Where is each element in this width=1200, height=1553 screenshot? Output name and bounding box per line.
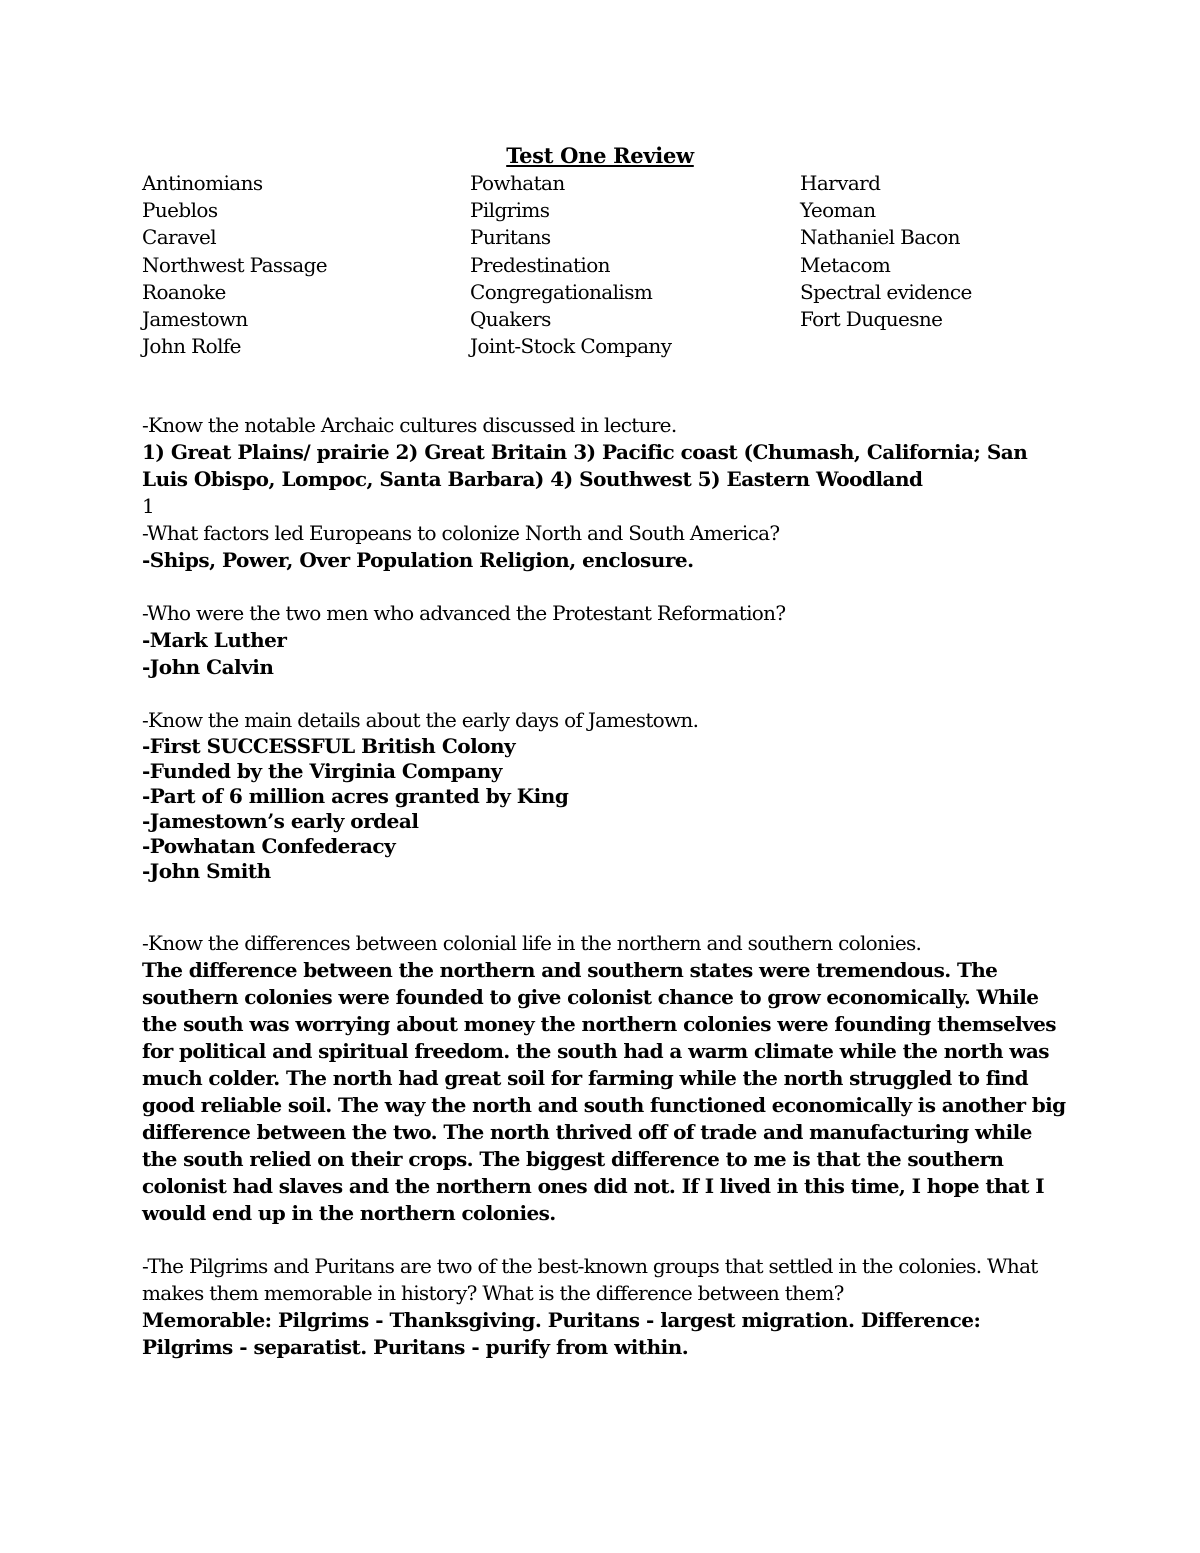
answer-colonial-life: The difference between the northern and southern states were tremendous. The southern colonies were founded to give colonist chance to grow economically. While the south was worrying about money the northern colonies were founding themselves for political and spiritual freedom. the south had a warm climate while the north was much colder. The north had great soil for farming while the north struggled to find good reliable soil. The way the north and south functioned economically is another big difference between the two. The north thrived off of trade and manufacturing while the south relied on their crops. The biggest difference to me is that the southern colonist had slaves and the northern ones did not. If I lived in this time, I hope that I would end up in the northern colonies. [142, 958, 1066, 1225]
term: Congregationalism [470, 279, 653, 304]
question-pilgrims-puritans: -The Pilgrims and Puritans are two of the best-known groups that settled in the colonies. What makes them memorable in history? What is the difference between them? [142, 1254, 1038, 1305]
answer-jamestown-item: -First SUCCESSFUL British Colony [142, 734, 516, 758]
term: Antinomians [142, 171, 263, 195]
answer-jamestown-item: -Jamestown’s early ordeal [142, 809, 419, 833]
terms-column-2 [470, 170, 671, 360]
page-title: Test One Review [506, 143, 694, 168]
term: Quakers [470, 307, 551, 332]
term: Powhatan [470, 171, 565, 195]
terms-column-1 [142, 170, 327, 360]
answer-jamestown-item: -Part of 6 million acres granted by King [142, 784, 569, 808]
term: Nathaniel Bacon [800, 225, 960, 250]
answer-reformation-item: -Mark Luther [142, 628, 287, 652]
term: Joint-Stock Company [470, 334, 672, 359]
term: Spectral evidence [800, 279, 972, 304]
question-reformation: -Who were the two men who advanced the Protestant Reformation? [142, 601, 786, 625]
answer-jamestown-item: -Funded by the Virginia Company [142, 759, 502, 783]
question-colonial-life: -Know the differences between colonial life in the northern and southern colonies. [142, 931, 922, 955]
question-archaic-cultures: -Know the notable Archaic cultures discussed in lecture. [142, 413, 677, 437]
answer-colonization-factors: -Ships, Power, Over Population Religion, enclosure. [142, 548, 694, 572]
term: Fort Duquesne [800, 307, 943, 332]
terms-column-3 [800, 170, 972, 333]
answer-jamestown-item: -John Smith [142, 859, 271, 883]
term: Northwest Passage [142, 252, 328, 277]
term: Harvard [800, 171, 881, 195]
term: Jamestown [142, 307, 248, 332]
term: John Rolfe [142, 334, 241, 359]
answer-archaic-cultures: 1) Great Plains/ prairie 2) Great Britain 3) Pacific coast (Chumash, California; San Luis Obispo, Lompoc, Santa Barbara) 4) Southwest 5) Eastern Woodland [142, 440, 1028, 491]
stray-number: 1 [142, 494, 155, 518]
answer-jamestown-item: -Powhatan Confederacy [142, 834, 396, 858]
question-jamestown: -Know the main details about the early days of Jamestown. [142, 708, 699, 732]
term: Metacom [800, 252, 891, 277]
review-questions [142, 412, 1067, 1361]
term: Pilgrims [470, 198, 550, 223]
term: Caravel [142, 225, 217, 250]
term: Pueblos [142, 198, 218, 223]
term: Roanoke [142, 279, 226, 304]
answer-reformation-item: -John Calvin [142, 655, 274, 679]
answer-pilgrims-puritans: Memorable: Pilgrims - Thanksgiving. Puritans - largest migration. Difference: Pilgrims - separatist. Puritans - purify from within. [142, 1308, 981, 1359]
term: Puritans [470, 225, 551, 250]
question-colonization-factors: -What factors led Europeans to colonize North and South America? [142, 521, 780, 545]
term: Predestination [470, 252, 610, 277]
term: Yeoman [800, 198, 876, 223]
